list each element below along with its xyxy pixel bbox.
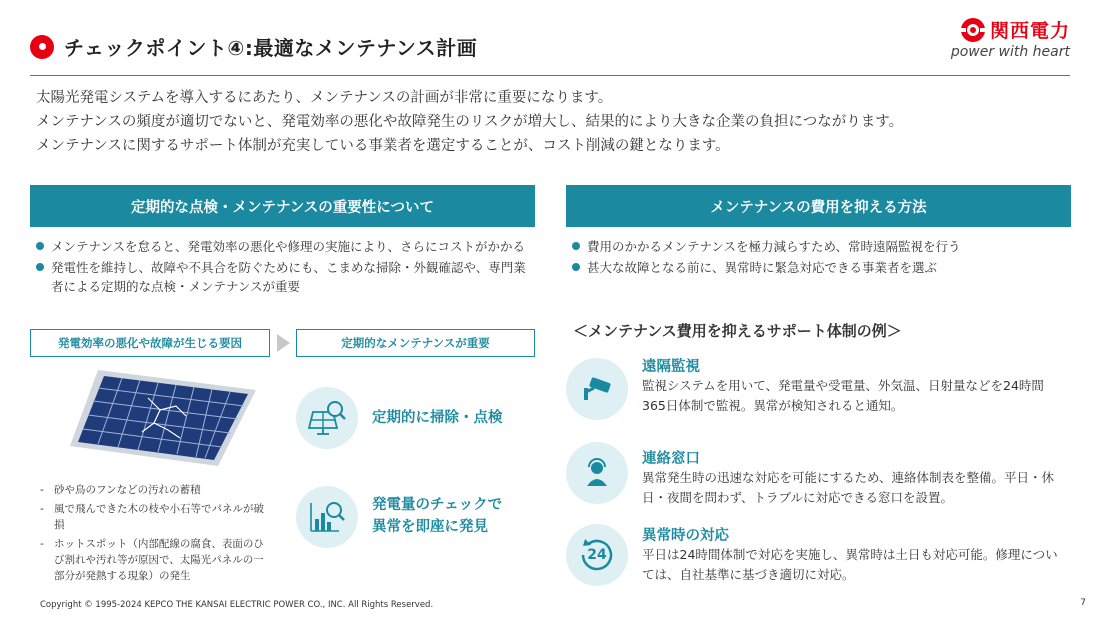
need-item-cleaning: 定期的に掃除・点検: [372, 410, 503, 426]
cause-text: ホットスポット（内部配線の腐食、表面のひび割れや汚れ等が原因で、太陽光パネルの一部分が発熱する現象）の発生: [54, 538, 264, 582]
bullet-text: 甚大な故障となる前に、異常時に緊急対応できる事業者を選ぶ: [587, 260, 938, 275]
example-title-contact: 連絡窓口: [642, 451, 700, 467]
list-item: [570, 237, 1070, 256]
list-item: [570, 258, 1070, 277]
cracked-solar-panel-image: [68, 368, 258, 468]
intro-line: メンテナンスの頻度が適切でないと、発電効率の悪化や故障発生のリスクが増大し、結果的により大きな企業の負担につながります。: [36, 114, 904, 130]
right-bullet-list: [570, 237, 1070, 279]
solar-panel-magnifier-icon: [296, 387, 358, 449]
bullet-icon: [36, 242, 44, 250]
intro-line: メンテナンスに関するサポート体制が充実している事業者を選定することが、コスト削減の鍵となります。: [36, 138, 730, 154]
cause-label-box: 発電効率の悪化や故障が生じる要因: [30, 329, 270, 357]
24h-icon-text: 24: [587, 547, 607, 563]
support-example-title: ＜メンテナンス費用を抑えるサポート体制の例＞: [573, 322, 902, 340]
bullet-icon: [572, 242, 580, 250]
bullet-icon: [572, 263, 580, 271]
intro-text: [36, 86, 903, 158]
need-label-box: 定期的なメンテナンスが重要: [296, 329, 535, 357]
cause-list: [40, 482, 265, 587]
left-section-heading: 定期的な点検・メンテナンスの重要性について: [30, 185, 535, 227]
example-desc-remote: 監視システムを用いて、発電量や受電量、外気温、日射量などを24時間365日体制で監視。異常が検知されると通知。: [642, 378, 1044, 413]
need-text-line: 異常を即座に発見: [372, 519, 488, 535]
need-text-line: 発電量のチェックで: [372, 497, 503, 513]
list-item: [40, 501, 265, 533]
operator-icon: [566, 442, 628, 504]
logo-tagline: power with heart: [950, 44, 1070, 60]
page-number: 7: [1080, 598, 1086, 608]
title-divider: [30, 75, 1070, 76]
title-bullet-icon: [30, 35, 54, 59]
list-item: [34, 258, 534, 296]
list-item: [40, 482, 265, 498]
copyright-text: Copyright © 1995-2024 KEPCO THE KANSAI ELECTRIC POWER CO., INC. All Rights Reserved.: [40, 600, 434, 610]
logo-name: 関西電力: [989, 20, 1070, 42]
bullet-text: 発電性を維持し、故障や不具合を防ぐためにも、こまめな掃除・外観確認や、専門業者による定期的な点検・メンテナンスが重要: [51, 260, 526, 294]
need-item-output-check: [372, 494, 502, 538]
cause-text: 砂や鳥のフンなどの汚れの蓄積: [54, 484, 201, 496]
company-logo: [951, 16, 1070, 60]
example-title-remote: 遠隔監視: [642, 359, 700, 375]
left-bullet-list: [34, 237, 534, 298]
example-desc-emergency: 平日は24時間体制で対応を実施し、異常時は土日も対応可能。修理については、自社基準に基づき適切に対応。: [642, 547, 1058, 582]
bullet-text: 費用のかかるメンテナンスを極力減らすため、常時遠隔監視を行う: [587, 239, 961, 254]
right-section-heading: メンテナンスの費用を抑える方法: [566, 185, 1071, 227]
camera-icon: [566, 358, 628, 420]
24h-icon: [566, 524, 628, 586]
example-desc-contact: 異常発生時の迅速な対応を可能にするため、連絡体制表を整備。平日・休日・夜間を問わず、トラブルに対応できる窓口を設置。: [642, 470, 1055, 505]
list-item: [40, 536, 265, 584]
intro-line: 太陽光発電システムを導入するにあたり、メンテナンスの計画が非常に重要になります。: [36, 90, 613, 106]
chart-magnifier-icon: [296, 486, 358, 548]
dash-marker: -: [40, 538, 44, 550]
page-title-bar: [30, 32, 477, 61]
cause-text: 風で飛んできた木の枝や小石等でパネルが破損: [54, 503, 264, 531]
bullet-icon: [36, 263, 44, 271]
arrow-right-icon: [277, 334, 290, 352]
example-title-emergency: 異常時の対応: [642, 528, 729, 544]
dash-marker: -: [40, 484, 44, 496]
kepco-logo-icon: [960, 17, 986, 43]
dash-marker: -: [40, 503, 44, 515]
list-item: [34, 237, 534, 256]
page-title: チェックポイント④:最適なメンテナンス計画: [64, 36, 478, 60]
bullet-text: メンテナンスを怠ると、発電効率の悪化や修理の実施により、さらにコストがかかる: [51, 239, 526, 254]
